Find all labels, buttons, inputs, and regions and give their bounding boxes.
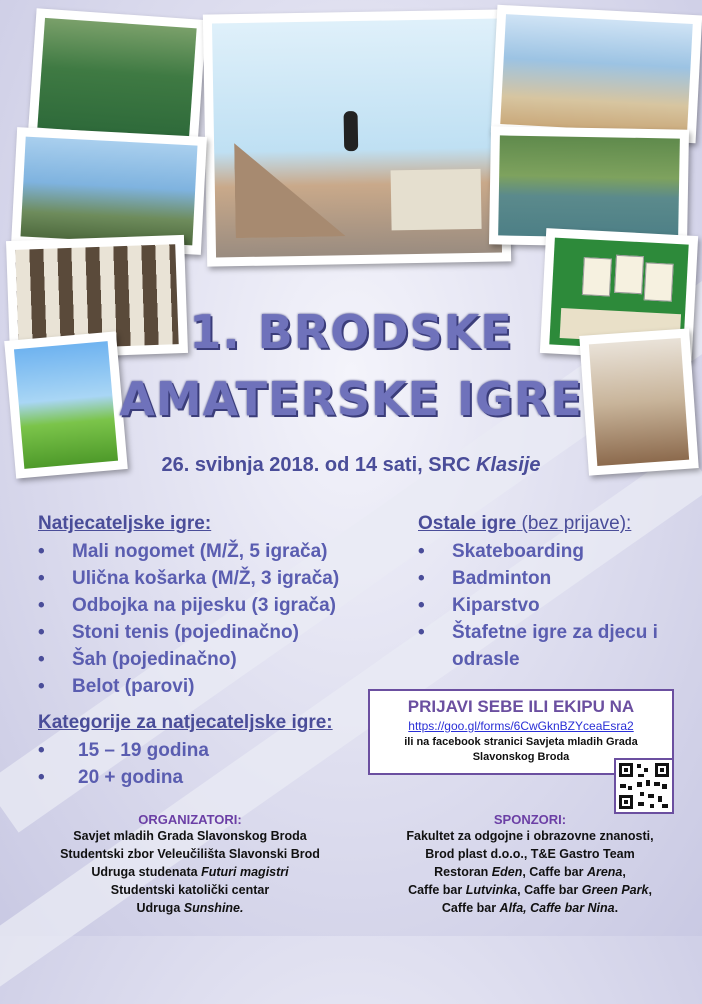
organizer-3-prefix: Udruga studenata <box>91 865 202 879</box>
bullet-icon: • <box>38 676 45 697</box>
bullet-icon: • <box>418 622 425 643</box>
categories-list <box>38 737 358 791</box>
organizer-5 <box>35 899 345 917</box>
sponsor-4a: Caffe bar <box>408 883 466 897</box>
item-label: Šah (pojedinačno) <box>72 649 237 670</box>
bullet-icon: • <box>418 541 425 562</box>
sponsor-5a: Caffe bar <box>441 901 500 915</box>
bullet-icon: • <box>418 595 425 616</box>
item-label: Kiparstvo <box>452 595 540 616</box>
building <box>391 169 482 231</box>
sponsor-3a: Restoran <box>434 865 492 879</box>
registration-line1: ili na facebook stranici Savjeta mladih Grada <box>404 736 638 748</box>
list-item <box>418 592 688 619</box>
organizer-4: Studentski katolički centar <box>110 883 270 897</box>
organizer-3 <box>35 863 345 881</box>
skate-ramp <box>234 141 346 238</box>
sponsor-3c: , Caffe bar <box>522 865 587 879</box>
other-games-list <box>418 538 688 673</box>
list-item <box>38 538 368 565</box>
photo-football <box>28 8 207 148</box>
sponsor-4b: Lutvinka <box>465 883 518 897</box>
bullet-icon: • <box>38 541 45 562</box>
photo-skateboarding <box>203 9 511 266</box>
organizer-2: Studentski zbor Veleučilišta Slavonski Brod <box>60 847 320 861</box>
organizer-5-prefix: Udruga <box>136 901 184 915</box>
sponsor-3b: Eden <box>491 865 523 879</box>
other-heading-note: (bez prijave): <box>516 513 632 534</box>
organizers-heading: ORGANIZATORI: <box>138 812 242 827</box>
categories-heading: Kategorije za natjecateljske igre: <box>38 712 333 733</box>
other-heading-main: Ostale igre <box>418 513 517 534</box>
skater <box>344 111 359 151</box>
sponsor-3d: Arena <box>586 865 623 879</box>
item-label: Stoni tenis (pojedinačno) <box>72 622 299 643</box>
competitive-games-heading: Natjecateljske igre: <box>38 513 212 534</box>
item-label: Mali nogomet (M/Ž, 5 igrača) <box>72 541 328 562</box>
competitive-games-list <box>38 538 368 700</box>
card-2 <box>614 255 644 294</box>
item-label: Badminton <box>452 568 552 589</box>
sponsor-4e: , <box>648 883 652 897</box>
sponsor-4d: Green Park <box>581 883 649 897</box>
bullet-icon: • <box>38 740 45 761</box>
card-3 <box>644 262 674 301</box>
list-item <box>38 673 368 700</box>
item-label: Štafetne igre za djecu i odrasle <box>452 622 658 670</box>
item-label: Odbojka na pijesku (3 igrača) <box>72 595 336 616</box>
venue-name: Klasije <box>476 454 541 476</box>
qr-code-graphic <box>616 760 672 812</box>
card-1 <box>582 257 612 296</box>
sponsor-5c: . <box>614 901 619 915</box>
sponsors-list <box>368 827 692 917</box>
event-title-line1: 1. BRODSKE <box>189 305 513 359</box>
item-label: 15 – 19 godina <box>78 740 209 761</box>
list-item <box>38 764 358 791</box>
organizers-list <box>35 827 345 917</box>
list-item <box>38 592 368 619</box>
sponsor-4c: , Caffe bar <box>517 883 582 897</box>
event-title-line2: AMATERSKE IGRE <box>119 372 583 426</box>
organizer-3-name: Futuri magistri <box>201 865 289 879</box>
photo-volleyball <box>491 5 702 144</box>
sponsor-line-3 <box>368 863 692 881</box>
sponsor-line-2: Brod plast d.o.o., T&E Gastro Team <box>425 847 635 861</box>
item-label: Belot (parovi) <box>72 676 195 697</box>
sponsor-3e: , <box>622 865 626 879</box>
qr-code-icon[interactable] <box>614 758 674 814</box>
list-item <box>38 619 368 646</box>
list-item <box>418 538 688 565</box>
registration-line2: Slavonskog Broda <box>472 751 570 763</box>
list-item <box>418 619 688 673</box>
bullet-icon: • <box>38 767 45 788</box>
event-date <box>0 454 702 477</box>
list-item <box>38 565 368 592</box>
bullet-icon: • <box>38 622 45 643</box>
other-games-heading <box>418 513 631 535</box>
organizer-5-name: Sunshine. <box>183 901 244 915</box>
registration-link[interactable]: https://goo.gl/forms/6CwGknBZYceaEsra2 <box>408 719 634 733</box>
bullet-icon: • <box>418 568 425 589</box>
item-label: Skateboarding <box>452 541 584 562</box>
organizer-1: Savjet mladih Grada Slavonskog Broda <box>73 829 307 843</box>
bullet-icon: • <box>38 649 45 670</box>
item-label: 20 + godina <box>78 767 184 788</box>
sponsor-5b: Alfa, Caffe bar Nina <box>499 901 615 915</box>
registration-title: PRIJAVI SEBE ILI EKIPU NA <box>407 697 635 716</box>
sponsor-line-4 <box>368 881 692 899</box>
sponsor-line-1: Fakultet za odgojne i obrazovne znanosti, <box>406 829 654 843</box>
date-text: 26. svibnja 2018. od 14 sati, SRC <box>161 454 477 476</box>
list-item <box>418 565 688 592</box>
sponsor-line-5 <box>368 899 692 917</box>
list-item <box>38 737 358 764</box>
item-label: Ulična košarka (M/Ž, 3 igrača) <box>72 568 340 589</box>
sponsors-heading: SPONZORI: <box>493 812 567 827</box>
bullet-icon: • <box>38 568 45 589</box>
bullet-icon: • <box>38 595 45 616</box>
list-item <box>38 646 368 673</box>
